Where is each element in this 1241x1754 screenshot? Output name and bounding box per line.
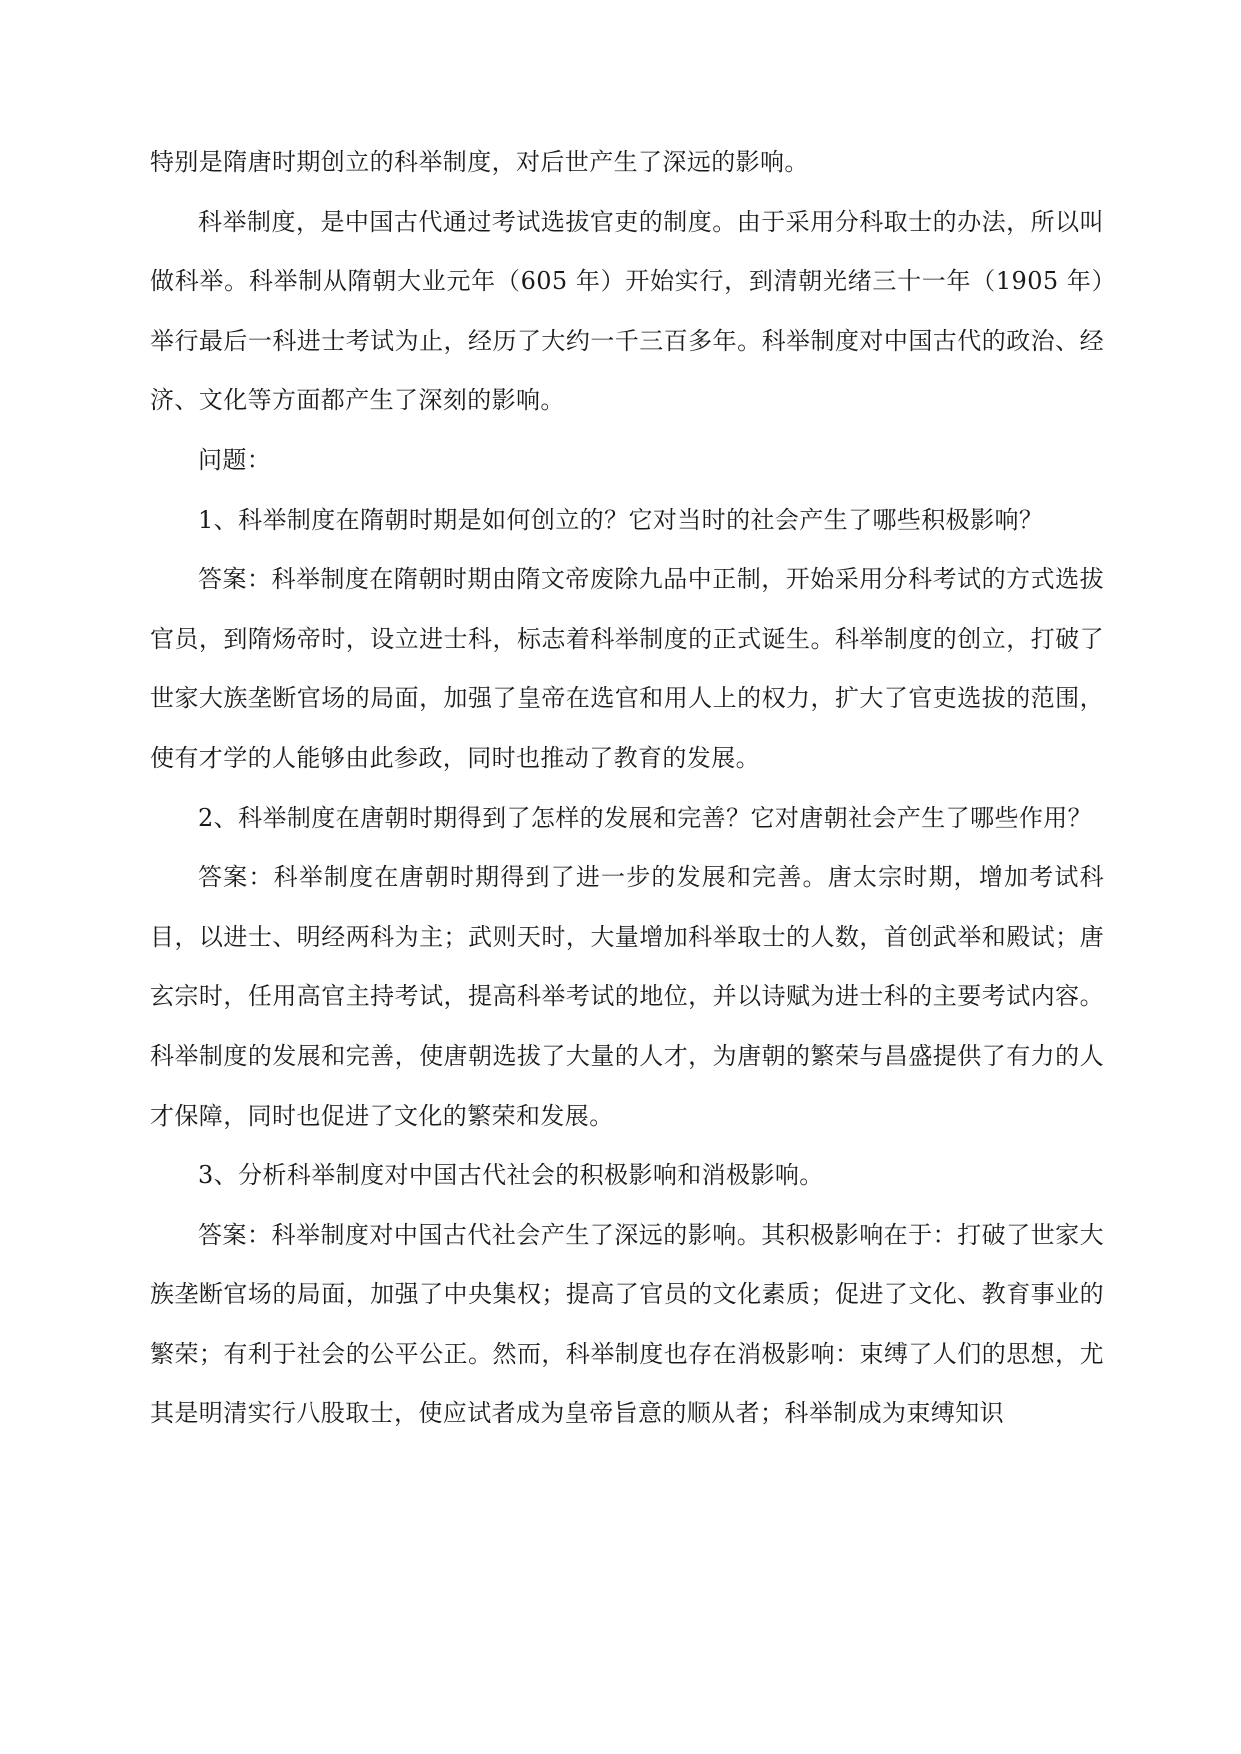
answer-2: 答案：科举制度在唐朝时期得到了进一步的发展和完善。唐太宗时期，增加考试科目，以进士、明经两科为主；武则天时，大量增加科举取士的人数，首创武举和殿试；唐玄宗时，任用高官主持考试，提高科举考试的地位，并以诗赋为进士科的主要考试内容。科举制度的发展和完善，使唐朝选拔了大量的人才，为唐朝的繁荣与昌盛提供了有力的人才保障，同时也促进了文化的繁荣和发展。 bbox=[150, 863, 1104, 1130]
question-1: 1、科举制度在隋朝时期是如何创立的？它对当时的社会产生了哪些积极影响？ bbox=[198, 505, 1044, 534]
answer-3: 答案：科举制度对中国古代社会产生了深远的影响。其积极影响在于：打破了世家大族垄断官场的局面，加强了中央集权；提高了官员的文化素质；促进了文化、教育事业的繁荣；有利于社会的公平公正。然而，科举制度也存在消极影响：束缚了人们的思想，尤其是明清实行八股取士，使应试者成为皇帝旨意的顺从者；科举制成为束缚知识 bbox=[150, 1220, 1104, 1428]
question-3: 3、分析科举制度对中国古代社会的积极影响和消极影响。 bbox=[198, 1161, 824, 1190]
question-2: 2、科举制度在唐朝时期得到了怎样的发展和完善？它对唐朝社会产生了哪些作用？ bbox=[198, 803, 1093, 832]
document-body bbox=[150, 133, 1104, 1444]
answer-1: 答案：科举制度在隋朝时期由隋文帝废除九品中正制，开始采用分科考试的方式选拔官员，到隋炀帝时，设立进士科，标志着科举制度的正式诞生。科举制度的创立，打破了世家大族垄断官场的局面，加强了皇帝在选官和用人上的权力，扩大了官吏选拔的范围，使有才学的人能够由此参政，同时也推动了教育的发展。 bbox=[150, 565, 1104, 772]
questions-heading: 问题： bbox=[198, 445, 272, 474]
paragraph-keju-definition: 科举制度，是中国古代通过考试选拔官吏的制度。由于采用分科取士的办法，所以叫做科举。科举制从隋朝大业元年（605 年）开始实行，到清朝光绪三十一年（1905 年）举行最后一科进士考试为止，经历了大约一千三百多年。科举制度对中国古代的政治、经济、文化等方面都产生了深刻的影响。 bbox=[150, 207, 1104, 415]
paragraph-intro-continuation: 特别是隋唐时期创立的科举制度，对后世产生了深远的影响。 bbox=[150, 148, 809, 176]
